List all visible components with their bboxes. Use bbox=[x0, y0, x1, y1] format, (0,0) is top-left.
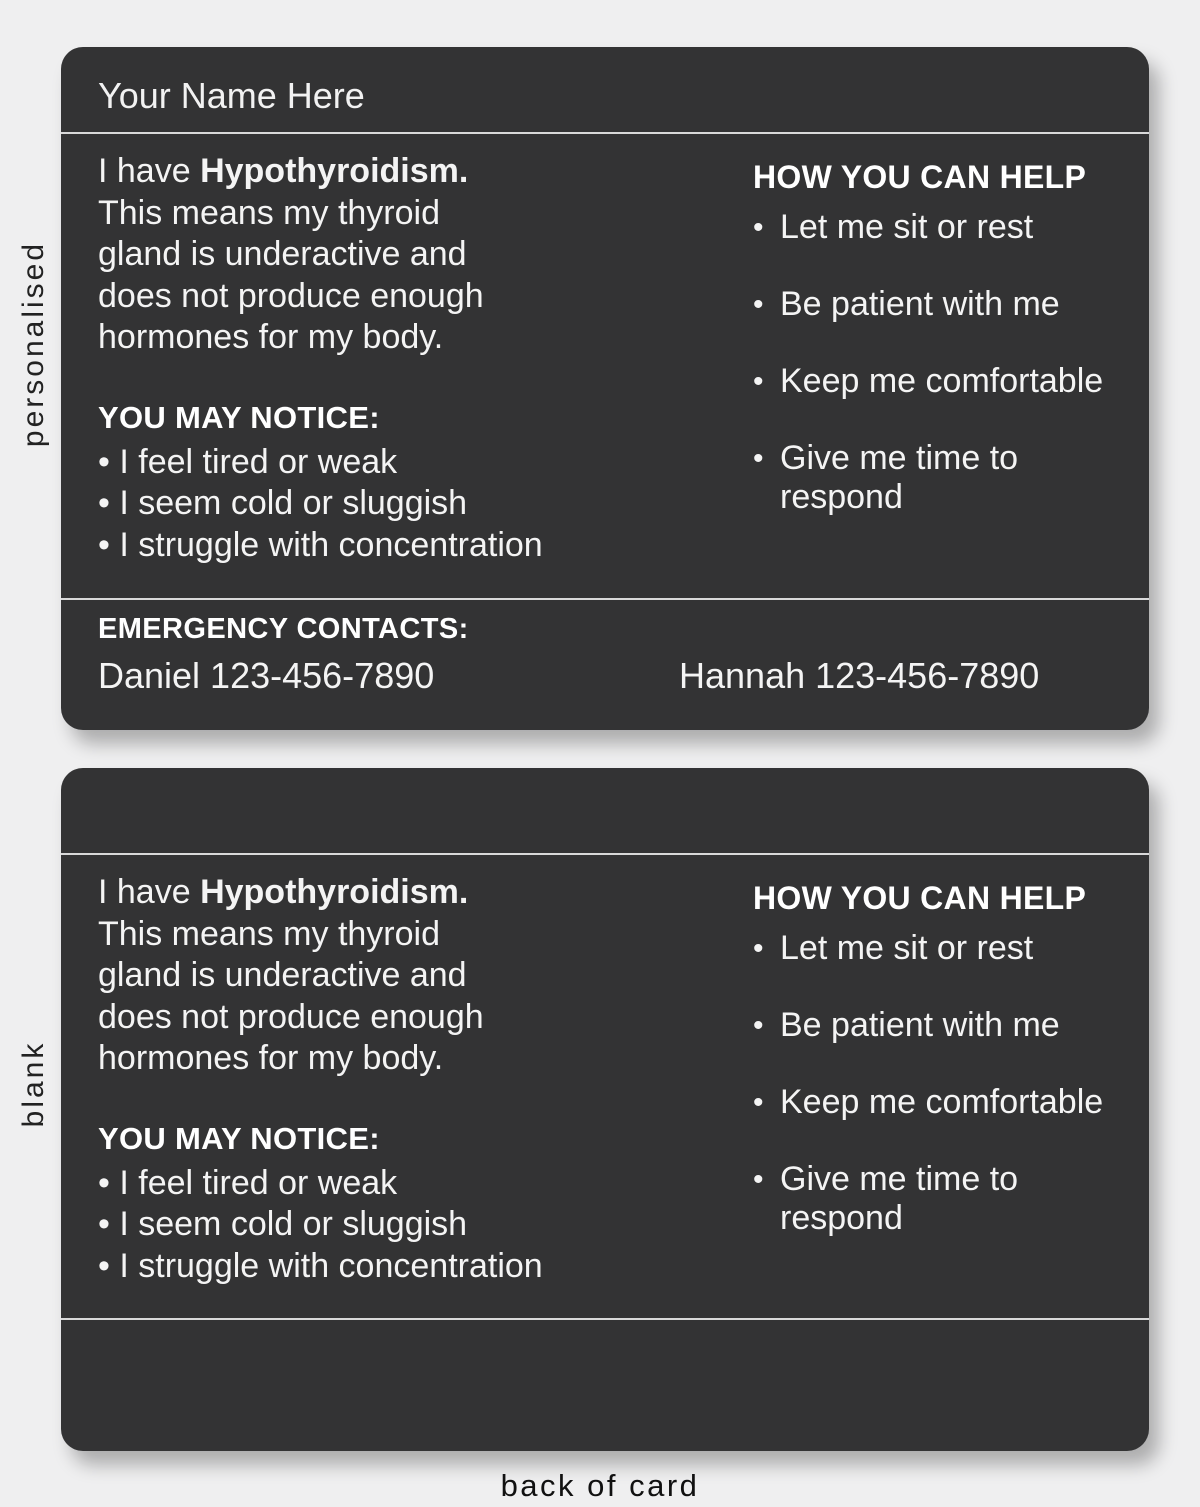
help-list bbox=[753, 929, 1133, 1238]
help-item: • Be patient with me bbox=[753, 1006, 1060, 1044]
blank-label: blank bbox=[17, 1040, 50, 1128]
intro-line: does not produce enough bbox=[98, 276, 484, 315]
intro-line: This means my thyroid bbox=[98, 193, 440, 232]
notice-item: • I seem cold or sluggish bbox=[98, 484, 468, 522]
condition-description bbox=[98, 151, 698, 359]
bullet-icon: • bbox=[753, 1163, 764, 1196]
footer-divider bbox=[61, 598, 1149, 600]
personalised-label: personalised bbox=[17, 240, 50, 448]
notice-item: • I seem cold or sluggish bbox=[98, 1205, 468, 1243]
blank-card bbox=[61, 768, 1149, 1451]
help-item: • Let me sit or rest bbox=[753, 929, 1034, 967]
notice-item: • I struggle with concentration bbox=[98, 525, 543, 564]
card-header bbox=[61, 768, 1149, 855]
bullet-icon: • bbox=[753, 932, 764, 965]
help-title: HOW YOU CAN HELP bbox=[753, 880, 1087, 916]
intro-line: gland is underactive and bbox=[98, 956, 467, 994]
intro-line: This means my thyroid bbox=[98, 914, 440, 953]
help-item: • Be patient with me bbox=[753, 285, 1060, 323]
notice-title: YOU MAY NOTICE: bbox=[98, 399, 380, 435]
help-section bbox=[753, 880, 1133, 1276]
notice-item: • I feel tired or weak bbox=[98, 442, 398, 481]
help-item: • Let me sit or rest bbox=[753, 208, 1034, 246]
caption: back of card bbox=[500, 1468, 700, 1503]
bullet-icon: • bbox=[753, 365, 764, 398]
condition-section bbox=[98, 151, 698, 566]
help-item: • Keep me comfortable bbox=[753, 1083, 1104, 1121]
help-section bbox=[753, 159, 1133, 555]
notice-title: YOU MAY NOTICE: bbox=[98, 1120, 380, 1156]
intro-prefix: I have bbox=[98, 152, 201, 190]
help-title: HOW YOU CAN HELP bbox=[753, 159, 1087, 195]
bullet-icon: • bbox=[753, 211, 764, 244]
help-item: • Give me time to respond bbox=[753, 1160, 1019, 1237]
notice-list bbox=[98, 1163, 698, 1288]
card-holder-name: Your Name Here bbox=[98, 75, 365, 116]
bullet-icon: • bbox=[753, 288, 764, 321]
intro-prefix: I have bbox=[98, 873, 201, 911]
help-item: • Keep me comfortable bbox=[753, 362, 1104, 400]
condition-section bbox=[98, 872, 698, 1287]
notice-list bbox=[98, 442, 698, 567]
bullet-icon: • bbox=[753, 1009, 764, 1042]
bullet-icon: • bbox=[753, 1086, 764, 1119]
intro-line: does not produce enough bbox=[98, 997, 484, 1036]
intro-line: hormones for my body. bbox=[98, 1039, 444, 1077]
emergency-title: EMERGENCY CONTACTS: bbox=[98, 613, 469, 645]
notice-item: • I feel tired or weak bbox=[98, 1163, 398, 1202]
intro-line: hormones for my body. bbox=[98, 318, 444, 356]
condition-name: Hypothyroidism. bbox=[200, 152, 469, 190]
emergency-contact-1: Daniel 123-456-7890 bbox=[98, 655, 435, 696]
card-header bbox=[61, 47, 1149, 134]
footer-divider bbox=[61, 1318, 1149, 1320]
help-list bbox=[753, 208, 1133, 517]
help-item: • Give me time to respond bbox=[753, 439, 1019, 516]
condition-description bbox=[98, 872, 698, 1080]
emergency-contact-2: Hannah 123-456-7890 bbox=[679, 655, 1040, 696]
intro-line: gland is underactive and bbox=[98, 235, 467, 273]
bullet-icon: • bbox=[753, 442, 764, 475]
personalised-card bbox=[61, 47, 1149, 730]
notice-item: • I struggle with concentration bbox=[98, 1246, 543, 1285]
condition-name: Hypothyroidism. bbox=[200, 873, 469, 911]
